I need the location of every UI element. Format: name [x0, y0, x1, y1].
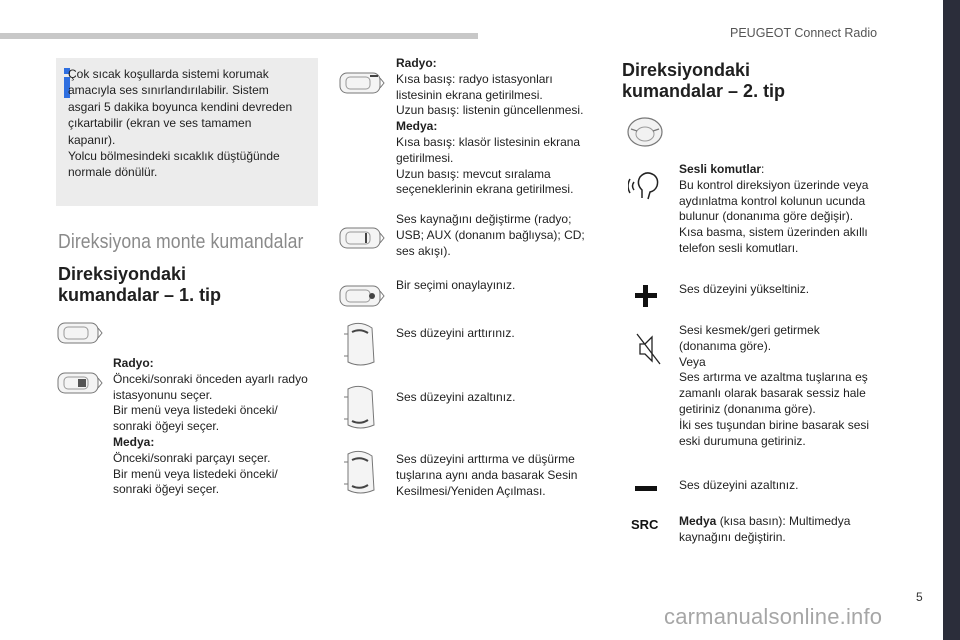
- plus-description: Ses düzeyini yükseltiniz.: [679, 282, 810, 296]
- minus-icon: [634, 484, 658, 494]
- steering-control-icon: [56, 320, 104, 346]
- volume-up-control-icon: [340, 320, 380, 370]
- middle-block-mute: Ses düzeyini arttırma ve düşürme tuşlarına aynı anda basarak Sesin Kesilmesi/Yeniden Açılması.: [396, 452, 578, 498]
- src-description: Medya (kısa basın): Multimedya kaynağını değiştirin.: [679, 514, 851, 544]
- voice-description: Sesli komutlar: Bu kontrol direksiyon üzerinde veya aydınlatma kontrol kolunun ucunda bulunur (donanıma göre değişir). Kısa basma, sistem üzerinden akıllı telefon sesli komutları.: [679, 162, 869, 255]
- middle-block-volume-down: Ses düzeyini azaltınız.: [396, 390, 516, 404]
- mute-description: Sesi kesmek/geri getirmek (donanıma göre). Veya Ses artırma ve azaltma tuşlarına eş zamanlı olarak basarak sessiz hale getiriniz (donanıma göre). İki ses tuşundan birine basarak sesi eski durumuna getiriniz.: [679, 323, 870, 448]
- mute-control-icon: [340, 448, 380, 498]
- middle-block-confirm: Bir seçimi onaylayınız.: [396, 278, 516, 292]
- watermark: carmanualsonline.info: [664, 604, 883, 629]
- top-rule: [0, 33, 478, 39]
- src-icon: SRC: [631, 517, 659, 532]
- type2-heading: Direksiyondaki kumandalar – 2. tip: [622, 60, 786, 101]
- confirm-control-icon: [338, 283, 386, 309]
- mute-icon: [636, 332, 662, 366]
- source-control-icon: [338, 225, 386, 251]
- plus-icon: [634, 284, 658, 308]
- voice-command-icon: [628, 168, 664, 204]
- list-control-icon: [338, 70, 386, 96]
- type1-description: Radyo: Önceki/sonraki önceden ayarlı radyo istasyonunu seçer. Bir menü veya listedeki önceki/ sonraki öğeyi seçer. Medya: Önceki/sonraki parçayı seçer. Bir menü veya listedeki önceki/ sonraki öğeyi seçer.: [113, 356, 308, 497]
- header-title: PEUGEOT Connect Radio: [730, 26, 878, 40]
- minus-description: Ses düzeyini azaltınız.: [679, 478, 799, 492]
- type1-heading: Direksiyondaki kumandalar – 1. tip: [58, 264, 222, 305]
- section-title: Direksiyona monte kumandalar: [58, 230, 304, 253]
- middle-block-list: Radyo: Kısa basış: radyo istasyonları listesinin ekrana getirilmesi. Uzun basış: listenin güncellenmesi. Medya: Kısa basış: klasör listesinin ekrana getirilmesi. Uzun basış: mevcut sıralama seçeneklerinin ekrana getirilmesi.: [396, 56, 584, 197]
- info-text: Çok sıcak koşullarda sistemi korumak amacıyla ses sınırlandırılabilir. Sistem asgari 5 dakika boyunca kendini devreden çıkartabilir (ekran ve ses tamamen kapanır). Yolcu bölmesindeki sıcaklık düştüğünde normale dönülür.: [68, 67, 293, 180]
- page-edge-bar: [943, 0, 960, 640]
- page-number: 5: [916, 590, 923, 604]
- info-box: [56, 58, 318, 206]
- volume-down-control-icon: [340, 383, 380, 433]
- seek-control-icon: [56, 370, 104, 396]
- steering-wheel-icon: [625, 115, 665, 149]
- middle-block-volume-up: Ses düzeyini arttırınız.: [396, 326, 515, 340]
- middle-block-source: Ses kaynağını değiştirme (radyo; USB; AUX (donanım bağlıysa); CD; ses akışı).: [396, 212, 585, 258]
